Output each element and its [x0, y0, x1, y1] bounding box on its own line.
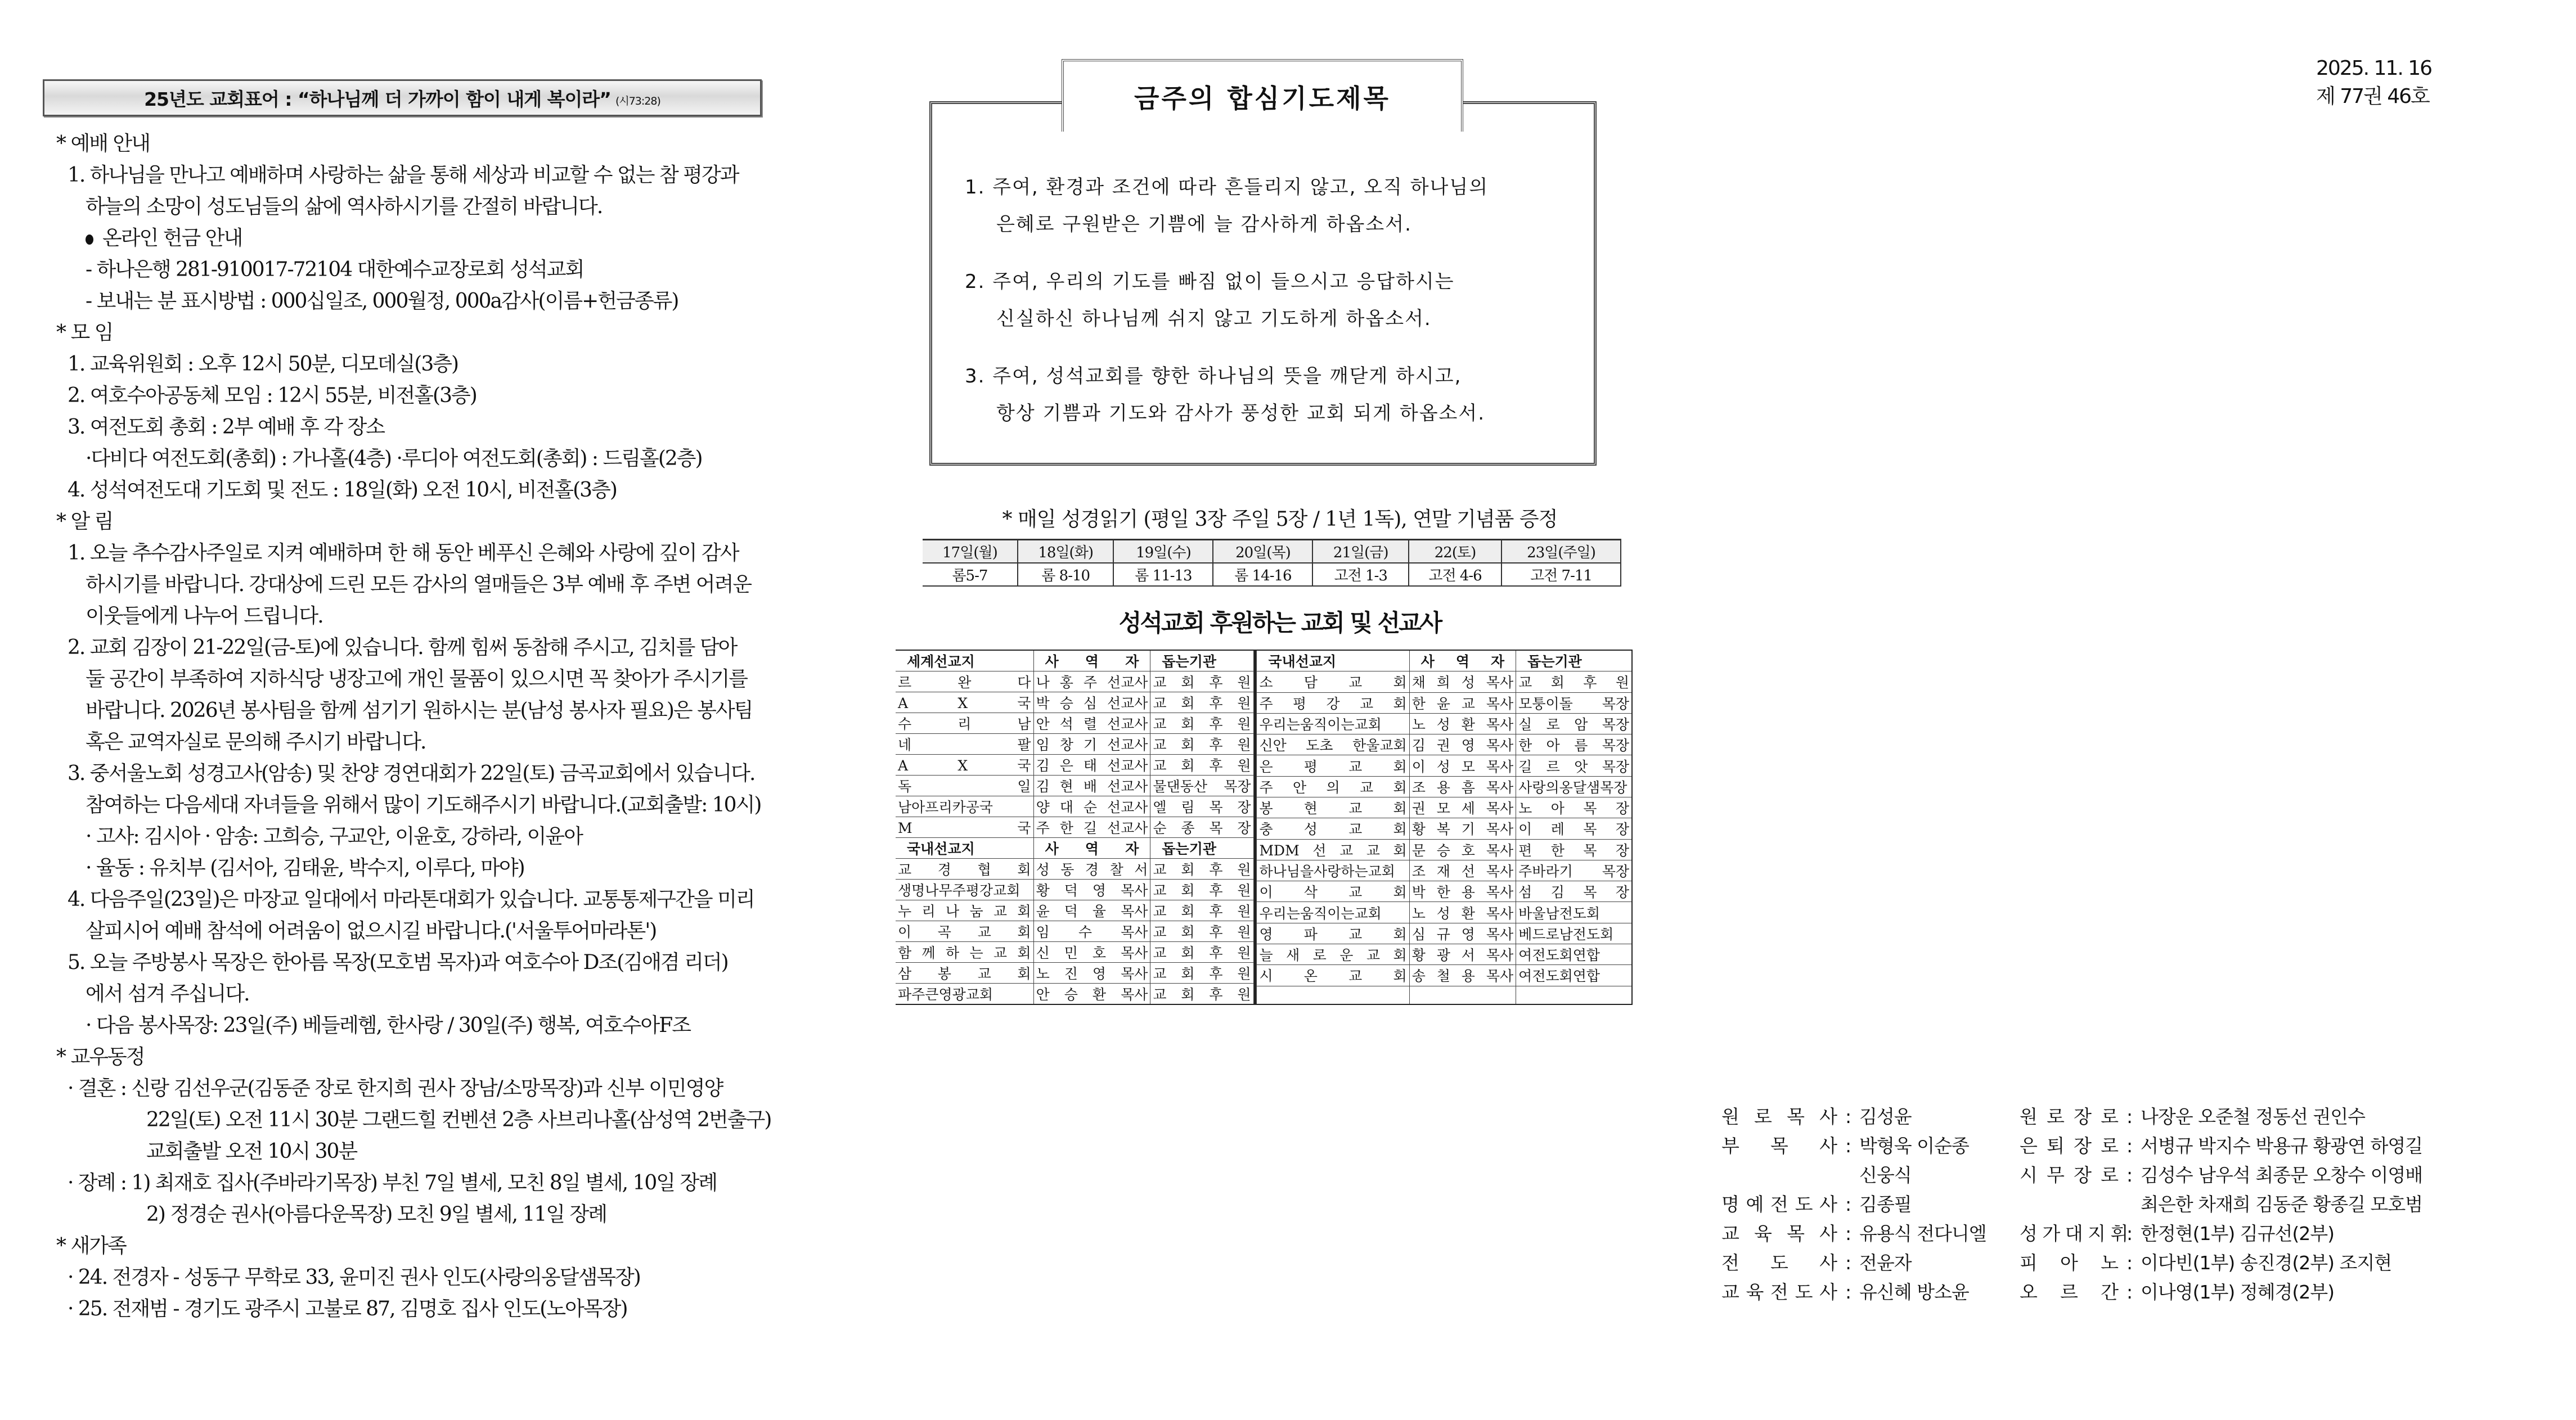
staff-role: 교 육 목 사: [1721, 1223, 1837, 1245]
mission-field-cell: 우리는움직이는교회: [1257, 902, 1409, 923]
mission-field-cell: A X 국: [896, 755, 1033, 776]
prayer-line: 1. 주여, 환경과 조건에 따라 흔들리지 않고, 오직 하나님의: [965, 176, 1489, 199]
table-row: [1257, 671, 1632, 692]
staff-names: 김성윤: [1859, 1106, 1912, 1128]
reading-day: 19일(수): [1113, 540, 1213, 564]
staff-colon: :: [2126, 1164, 2133, 1186]
staff-colon: :: [2126, 1223, 2133, 1245]
table-row: [896, 692, 1253, 713]
staff-row: [1721, 1219, 1986, 1248]
sponsor-cell: 돕는기관: [1516, 650, 1632, 671]
table-header-row: [896, 650, 1253, 671]
bullet-icon: [86, 235, 93, 245]
staff-row: [2020, 1278, 2422, 1307]
table-row: [1257, 755, 1632, 776]
missionary-cell: 문 승 호 목사: [1409, 839, 1516, 860]
table-row: [1257, 944, 1632, 964]
sponsor-cell: 길 르 앗 목장: [1516, 755, 1632, 776]
staff-colon: :: [2126, 1106, 2133, 1128]
missionary-cell: 나 홍 주 선교사: [1033, 671, 1150, 692]
support-table-right: [1256, 650, 1633, 1005]
sponsor-cell: 교 회 후 원: [1150, 671, 1253, 692]
issue-volume: 제 77권 46호: [2316, 85, 2429, 108]
worship-item-line: 1. 하나님을 만나고 예배하며 사랑하는 삶을 통해 세상과 비교할 수 없는 참 평강과: [68, 164, 739, 187]
mission-field-cell: 은 평 교 회: [1257, 755, 1409, 776]
bible-reading-note: * 매일 성경읽기 (평일 3장 주일 5장 / 1년 1독), 연말 기념품 증정: [1002, 508, 1558, 531]
mission-field-cell: 영 파 교 회: [1257, 923, 1409, 944]
staff-colon: [2118, 1190, 2141, 1219]
wedding-line: · 결혼 : 신랑 김선우군(김동준 장로 한지희 권사 장남/소망목장)과 신부 이민영양: [68, 1077, 723, 1100]
funeral-line: 2) 정경순 권사(아름다운목장) 모친 9일 별세, 11일 장례: [146, 1203, 607, 1226]
missionary-cell: 노 진 영 목사: [1033, 963, 1150, 984]
mission-field-cell: 함 께 하 는 교 회: [896, 942, 1033, 963]
sponsor-cell: 주바라기 목장: [1516, 860, 1632, 881]
mission-field-cell: 수 리 남: [896, 713, 1033, 734]
reading-day: 18일(화): [1018, 540, 1114, 564]
prayer-line: 항상 기쁨과 기도와 감사가 풍성한 교회 되게 하옵소서.: [996, 402, 1486, 425]
mission-field-cell: 주 평 강 교 회: [1257, 692, 1409, 713]
staff-role: 성 가 대 지 휘: [2020, 1223, 2128, 1245]
staff-names: 전윤자: [1859, 1252, 1912, 1274]
missionary-cell: 박 승 심 선교사: [1033, 692, 1150, 713]
staff-role: 원 로 장 로: [2020, 1106, 2118, 1128]
reading-passage: 롬 14-16: [1213, 563, 1312, 586]
staff-names: 이나영(1부) 정혜경(2부): [2141, 1281, 2335, 1303]
issue-info: [2316, 55, 2431, 111]
reading-passage: 고전 7-11: [1501, 563, 1621, 586]
missionary-cell: 임 창 기 선교사: [1033, 734, 1150, 755]
staff-colon: :: [2126, 1252, 2133, 1274]
sponsor-cell: 교 회 후 원: [1150, 713, 1253, 734]
missionary-cell: 사 역 자: [1409, 650, 1516, 671]
meetings-section: [56, 317, 799, 506]
staff-colon: :: [1845, 1281, 1851, 1303]
table-row: [896, 880, 1253, 900]
table-row: [1257, 986, 1632, 1004]
reading-passage: 고전 4-6: [1409, 563, 1501, 586]
missionary-cell: 김 은 태 선교사: [1033, 755, 1150, 776]
prayer-list: [965, 169, 1595, 452]
staff-names: 유용식 전다니엘: [1859, 1223, 1986, 1245]
staff-row: [2020, 1161, 2422, 1190]
support-title: 성석교회 후원하는 교회 및 선교사: [1118, 609, 1441, 637]
mission-field-cell: 누 리 나 눔 교 회: [896, 900, 1033, 921]
staff-row: [2020, 1248, 2422, 1278]
notice-line: 이웃들에게 나누어 드립니다.: [86, 605, 323, 628]
staff-role: 피 아 노: [2020, 1252, 2118, 1274]
reading-passage: 롬5-7: [923, 563, 1018, 586]
staff-role: [1721, 1161, 1837, 1190]
table-row: [896, 734, 1253, 755]
mission-field-cell: 이 곡 교 회: [896, 921, 1033, 942]
notice-line: 혹은 교역자실로 문의해 주시기 바랍니다.: [86, 731, 426, 754]
reading-passage: 롬 8-10: [1018, 563, 1114, 586]
table-row: [896, 776, 1253, 796]
staff-colon: [1837, 1161, 1859, 1190]
staff-colon: :: [1845, 1223, 1851, 1245]
table-header-row: [1257, 650, 1632, 671]
sponsor-cell: 교 회 후 원: [1150, 984, 1253, 1005]
table-row: [1257, 860, 1632, 881]
reading-day: 22(토): [1409, 540, 1501, 564]
sponsor-cell: 모퉁이돌 목장: [1516, 692, 1632, 713]
staff-row: [2020, 1132, 2422, 1161]
sender-format-line: - 보내는 분 표시방법 : 000십일조, 000월정, 000a감사(이름+헌금종류): [86, 290, 678, 313]
prayer-item: [965, 169, 1595, 243]
mission-field-cell: 파주큰영광교회: [896, 984, 1033, 1005]
meeting-item: 2. 여호수아공동체 모임 : 12시 55분, 비전홀(3층): [68, 384, 476, 407]
staff-row: [2020, 1219, 2422, 1248]
table-row: [896, 859, 1253, 880]
funeral-line: · 장례 : 1) 최재호 집사(주바라기목장) 부친 7일 별세, 모친 8일 별세, 10일 장례: [68, 1171, 717, 1194]
missionary-cell: 성 동 경 찰 서: [1033, 859, 1150, 880]
mission-field-cell: 세계선교지: [896, 650, 1033, 671]
staff-role: 교 육 전 도 사: [1721, 1281, 1837, 1303]
sponsor-cell: 물댄동산 목장: [1150, 776, 1253, 796]
meeting-item: 1. 교육위원회 : 오후 12시 50분, 디모데실(3층): [68, 353, 458, 376]
mission-field-cell: 교 경 협 회: [896, 859, 1033, 880]
notice-line: · 율동 : 유치부 (김서아, 김태윤, 박수지, 이루다, 마야): [86, 856, 524, 880]
staff-colon: :: [1845, 1252, 1851, 1274]
mission-field-cell: 르 완 다: [896, 671, 1033, 692]
reading-days-row: [923, 540, 1621, 564]
mission-field-cell: 충 성 교 회: [1257, 818, 1409, 839]
mission-field-cell: 봉 현 교 회: [1257, 797, 1409, 818]
staff-names: 김성수 남우석 최종문 오창수 이영배: [2141, 1164, 2423, 1186]
sponsor-cell: 사랑의옹달샘목장: [1516, 776, 1632, 797]
notice-line: 하시기를 바랍니다. 강대상에 드린 모든 감사의 열매들은 3부 예배 후 주변 어려운: [86, 573, 752, 596]
staff-row: [1721, 1102, 1986, 1132]
mission-field-cell: 시 온 교 회: [1257, 965, 1409, 986]
table-row: [1257, 818, 1632, 839]
sponsor-cell: 노 아 목 장: [1516, 797, 1632, 818]
table-row: [1257, 713, 1632, 734]
missionary-cell: 김 현 배 선교사: [1033, 776, 1150, 796]
missionary-cell: 조 용 흠 목사: [1409, 776, 1516, 797]
reading-passage: 고전 1-3: [1312, 563, 1409, 586]
meeting-item: 4. 성석여전도대 기도회 및 전도 : 18일(화) 오전 10시, 비전홀(3층): [68, 479, 617, 502]
table-row: [1257, 797, 1632, 818]
staff-names: 나장운 오준철 정동선 권인수: [2141, 1106, 2366, 1128]
staff-names: 김종필: [1859, 1193, 1912, 1215]
staff-names: 신웅식: [1859, 1164, 1912, 1186]
motto-text: 25년도 교회표어 : “하나님께 더 가까이 함이 내게 복이라”: [144, 88, 611, 110]
mission-field-cell: 생명나무주평강교회: [896, 880, 1033, 900]
sponsor-cell: 베드로남전도회: [1516, 923, 1632, 944]
section-title-worship: * 예배 안내: [56, 132, 150, 155]
missionary-cell: 황 복 기 목사: [1409, 818, 1516, 839]
section-title-family-news: * 교우동정: [56, 1045, 145, 1069]
reading-passages-row: [923, 563, 1621, 586]
notice-line: · 다음 봉사목장: 23일(주) 베들레헴, 한사랑 / 30일(주) 행복, 여호수아F조: [86, 1014, 690, 1037]
prayer-line: 3. 주여, 성석교회를 향한 하나님의 뜻을 깨닫게 하시고,: [965, 365, 1462, 387]
family-news-section: [56, 1042, 799, 1230]
wedding-line: 교회출발 오전 10시 30분: [146, 1140, 357, 1163]
mission-field-cell: MDM 선 교 교 회: [1257, 839, 1409, 860]
table-row: [896, 817, 1253, 838]
bible-reading-table: [923, 539, 1621, 587]
staff-role: 명 예 전 도 사: [1721, 1193, 1837, 1215]
staff-role: 원 로 목 사: [1721, 1106, 1837, 1128]
notice-line: 2. 교회 김장이 21-22일(금-토)에 있습니다. 함께 힘써 동참해 주시고, 김치를 담아: [68, 636, 737, 659]
sponsor-cell: 교 회 후 원: [1150, 880, 1253, 900]
missionary-cell: 박 한 용 목사: [1409, 881, 1516, 902]
table-row: [896, 900, 1253, 921]
sponsor-cell: 편 한 목 장: [1516, 839, 1632, 860]
reading-passage: 롬 11-13: [1113, 563, 1213, 586]
missionary-cell: [1409, 986, 1516, 1004]
prayer-title: 금주의 합심기도제목: [1062, 59, 1463, 132]
reading-day: 23일(주일): [1501, 540, 1621, 564]
staff-row: [2020, 1102, 2422, 1132]
table-row: [1257, 923, 1632, 944]
missionary-cell: 한 윤 교 목사: [1409, 692, 1516, 713]
motto-reference: (시73:28): [615, 94, 660, 107]
mission-field-cell: 소 담 교 회: [1257, 671, 1409, 692]
sponsor-cell: 교 회 후 원: [1150, 921, 1253, 942]
notice-line: 1. 오늘 추수감사주일로 지켜 예배하며 한 해 동안 베푸신 은혜와 사랑에 깊이 감사: [68, 542, 739, 565]
sponsor-cell: 돕는기관: [1150, 650, 1253, 671]
mission-field-cell: [1257, 986, 1409, 1004]
missionary-cell: 사 역 자: [1033, 650, 1150, 671]
table-row: [896, 963, 1253, 984]
sponsor-cell: 교 회 후 원: [1150, 900, 1253, 921]
missionary-cell: 안 석 렬 선교사: [1033, 713, 1150, 734]
sponsor-cell: 교 회 후 원: [1150, 942, 1253, 963]
sponsor-cell: 교 회 후 원: [1150, 963, 1253, 984]
church-motto-banner: [43, 79, 762, 116]
meeting-item: 3. 여전도회 총회 : 2부 예배 후 각 장소: [68, 416, 385, 439]
notice-line: 바랍니다. 2026년 봉사팀을 함께 섬기기 원하시는 분(남성 봉사자 필요)은 봉사팀: [86, 699, 753, 722]
notice-line: 5. 오늘 주방봉사 목장은 한아름 목장(모호범 목자)과 여호수아 D조(김애겸 리더): [68, 951, 728, 974]
bank-account-line: - 하나은행 281-910017-72104 대한예수교장로회 성석교회: [86, 258, 584, 281]
missionary-cell: 주 한 길 선교사: [1033, 817, 1150, 838]
mission-field-cell: 국내선교지: [1257, 650, 1409, 671]
mission-field-cell: 늘 새 로 운 교 회: [1257, 944, 1409, 964]
sponsor-cell: 섬 김 목 장: [1516, 881, 1632, 902]
missionary-cell: 이 성 모 목사: [1409, 755, 1516, 776]
online-offering-title: 온라인 헌금 안내: [102, 227, 242, 250]
notice-line: 3. 중서울노회 성경고사(암송) 및 찬양 경연대회가 22일(토) 금곡교회에서 있습니다.: [68, 762, 755, 785]
mission-field-cell: 독 일: [896, 776, 1033, 796]
staff-row: [1721, 1132, 1986, 1161]
table-row: [896, 921, 1253, 942]
sponsor-cell: 실 로 암 목장: [1516, 713, 1632, 734]
missionary-cell: 양 대 순 선교사: [1033, 796, 1150, 817]
table-row: [896, 942, 1253, 963]
staff-row: [1721, 1248, 1986, 1278]
table-row: [896, 671, 1253, 692]
sponsor-cell: 교 회 후 원: [1150, 734, 1253, 755]
table-row: [896, 713, 1253, 734]
sponsor-cell: 이 레 목 장: [1516, 818, 1632, 839]
missionary-cell: 송 철 용 목사: [1409, 965, 1516, 986]
sponsor-cell: 돕는기관: [1150, 838, 1253, 859]
prayer-item: [965, 263, 1595, 337]
section-title-meetings: * 모 임: [56, 321, 113, 344]
staff-colon: :: [1845, 1106, 1851, 1128]
online-offering-heading: [56, 223, 799, 254]
staff-names: 박형욱 이순종: [1859, 1135, 1969, 1157]
mission-field-cell: 남아프리카공국: [896, 796, 1033, 817]
table-row: [1257, 839, 1632, 860]
notice-line: 살피시어 예배 참석에 어려움이 없으시길 바랍니다.('서울투어마라톤'): [86, 919, 657, 943]
mission-field-cell: 삼 봉 교 회: [896, 963, 1033, 984]
staff-names: 최은한 차재희 김동준 황종길 모호범: [2141, 1193, 2423, 1215]
sponsor-cell: 교 회 후 원: [1150, 859, 1253, 880]
sponsor-cell: 엘 림 목 장: [1150, 796, 1253, 817]
staff-names: 이다빈(1부) 송진경(2부) 조지현: [2141, 1252, 2392, 1274]
mission-field-cell: 이 삭 교 회: [1257, 881, 1409, 902]
section-title-notices: * 알 림: [56, 510, 113, 533]
reading-day: 21일(금): [1312, 540, 1409, 564]
notices-section: [56, 506, 799, 1042]
table-row: [1257, 692, 1632, 713]
sponsor-cell: 교 회 후 원: [1516, 671, 1632, 692]
sponsor-cell: 여전도회연합: [1516, 944, 1632, 964]
prayer-line: 2. 주여, 우리의 기도를 빠짐 없이 들으시고 응답하시는: [965, 271, 1455, 293]
sponsor-cell: 바울남전도회: [1516, 902, 1632, 923]
mission-field-cell: A X 국: [896, 692, 1033, 713]
missionary-cell: 신 민 호 목사: [1033, 942, 1150, 963]
mission-field-cell: 하나님을사랑하는교회: [1257, 860, 1409, 881]
prayer-line: 신실하신 하나님께 쉬지 않고 기도하게 하옵소서.: [996, 308, 1432, 330]
mission-field-cell: 네 팔: [896, 734, 1033, 755]
staff-colon: :: [2126, 1135, 2133, 1157]
new-family-item: · 25. 전재범 - 경기도 광주시 고불로 87, 김명호 집사 인도(노아목장): [68, 1297, 627, 1320]
missionary-cell: 김 권 영 목사: [1409, 734, 1516, 755]
staff-colon: :: [2126, 1281, 2133, 1303]
sponsor-cell: 교 회 후 원: [1150, 692, 1253, 713]
issue-date: 2025. 11. 16: [2316, 57, 2432, 80]
staff-list-pastors: [1721, 1102, 1986, 1307]
wedding-line: 22일(토) 오전 11시 30분 그랜드힐 컨벤션 2층 사브리나홀(삼성역 2번출구): [146, 1108, 771, 1132]
staff-row: [2020, 1190, 2422, 1219]
worship-item-line: 하늘의 소망이 성도님들의 삶에 역사하시기를 간절히 바랍니다.: [86, 195, 603, 218]
staff-role: 은 퇴 장 로: [2020, 1135, 2118, 1157]
prayer-item: [965, 358, 1595, 432]
staff-role: 시 무 장 로: [2020, 1164, 2118, 1186]
announcements-column: [56, 128, 799, 1325]
staff-names: 서병규 박지수 박용규 황광연 하영길: [2141, 1135, 2423, 1157]
sponsor-cell: 교 회 후 원: [1150, 755, 1253, 776]
missionary-cell: 사 역 자: [1033, 838, 1150, 859]
reading-day: 20일(목): [1213, 540, 1312, 564]
notice-line: 4. 다음주일(23일)은 마장교 일대에서 마라톤대회가 있습니다. 교통통제구간을 미리: [68, 888, 754, 911]
staff-names: 유신혜 방소윤: [1859, 1281, 1969, 1303]
missionary-cell: 황 광 서 목사: [1409, 944, 1516, 964]
table-row: [896, 755, 1253, 776]
staff-row: [1721, 1190, 1986, 1219]
prayer-line: 은혜로 구원받은 기쁨에 늘 감사하게 하옵소서.: [996, 213, 1412, 236]
support-table-left: [896, 650, 1254, 1005]
missionary-cell: 권 모 세 목사: [1409, 797, 1516, 818]
sponsor-cell: 여전도회연합: [1516, 965, 1632, 986]
mission-field-cell: 우리는움직이는교회: [1257, 713, 1409, 734]
staff-colon: :: [1845, 1193, 1851, 1215]
missionary-cell: 조 재 선 목사: [1409, 860, 1516, 881]
staff-role: 부 목 사: [1721, 1135, 1837, 1157]
mission-field-cell: M 국: [896, 817, 1033, 838]
notice-line: 에서 섬겨 주십니다.: [86, 982, 249, 1006]
mission-field-cell: 신안 도초 한울교회: [1257, 734, 1409, 755]
missionary-cell: 임 수 목사: [1033, 921, 1150, 942]
table-row: [1257, 902, 1632, 923]
notice-line: · 고사: 김시아 · 암송: 고희승, 구교안, 이윤호, 강하라, 이윤아: [86, 825, 582, 848]
staff-row: [1721, 1278, 1986, 1307]
meeting-subitem: ·다비다 여전도회(총회) : 가나홀(4층) ·루디아 여전도회(총회) : 드림홀(2층): [86, 447, 702, 470]
staff-role: [2020, 1190, 2118, 1219]
missionary-cell: 안 승 환 목사: [1033, 984, 1150, 1005]
table-row: [1257, 965, 1632, 986]
table-row: [896, 984, 1253, 1005]
staff-role: 전 도 사: [1721, 1252, 1837, 1274]
new-family-item: · 24. 전경자 - 성동구 무학로 33, 윤미진 권사 인도(사랑의옹달샘목장): [68, 1266, 640, 1289]
sponsor-cell: 한 아 름 목장: [1516, 734, 1632, 755]
missionary-cell: 심 규 영 목사: [1409, 923, 1516, 944]
support-table: [896, 650, 1633, 1005]
staff-row: [1721, 1161, 1986, 1190]
table-row: [1257, 776, 1632, 797]
missionary-cell: 노 성 환 목사: [1409, 713, 1516, 734]
sponsor-cell: 순 종 목 장: [1150, 817, 1253, 838]
mission-field-cell: 주 안 의 교 회: [1257, 776, 1409, 797]
notice-line: 둘 공간이 부족하여 지하식당 냉장고에 개인 물품이 있으시면 꼭 찾아가 주시기를: [86, 668, 748, 691]
staff-role: 오 르 간: [2020, 1281, 2118, 1303]
table-header-row: [896, 838, 1253, 859]
staff-colon: :: [1845, 1135, 1851, 1157]
missionary-cell: 윤 덕 율 목사: [1033, 900, 1150, 921]
new-family-section: [56, 1230, 799, 1325]
mission-field-cell: 국내선교지: [896, 838, 1033, 859]
staff-list-elders: [2020, 1102, 2422, 1307]
table-row: [1257, 881, 1632, 902]
notice-line: 참여하는 다음세대 자녀들을 위해서 많이 기도해주시기 바랍니다.(교회출발: 10시): [86, 794, 761, 817]
missionary-cell: 황 덕 영 목사: [1033, 880, 1150, 900]
table-row: [896, 796, 1253, 817]
reading-day: 17일(월): [923, 540, 1018, 564]
sponsor-cell: [1516, 986, 1632, 1004]
missionary-cell: 노 성 환 목사: [1409, 902, 1516, 923]
section-title-new-family: * 새가족: [56, 1234, 126, 1257]
worship-section: [56, 128, 799, 317]
missionary-cell: 채 희 성 목사: [1409, 671, 1516, 692]
table-row: [1257, 734, 1632, 755]
staff-names: 한정현(1부) 김규선(2부): [2141, 1223, 2335, 1245]
